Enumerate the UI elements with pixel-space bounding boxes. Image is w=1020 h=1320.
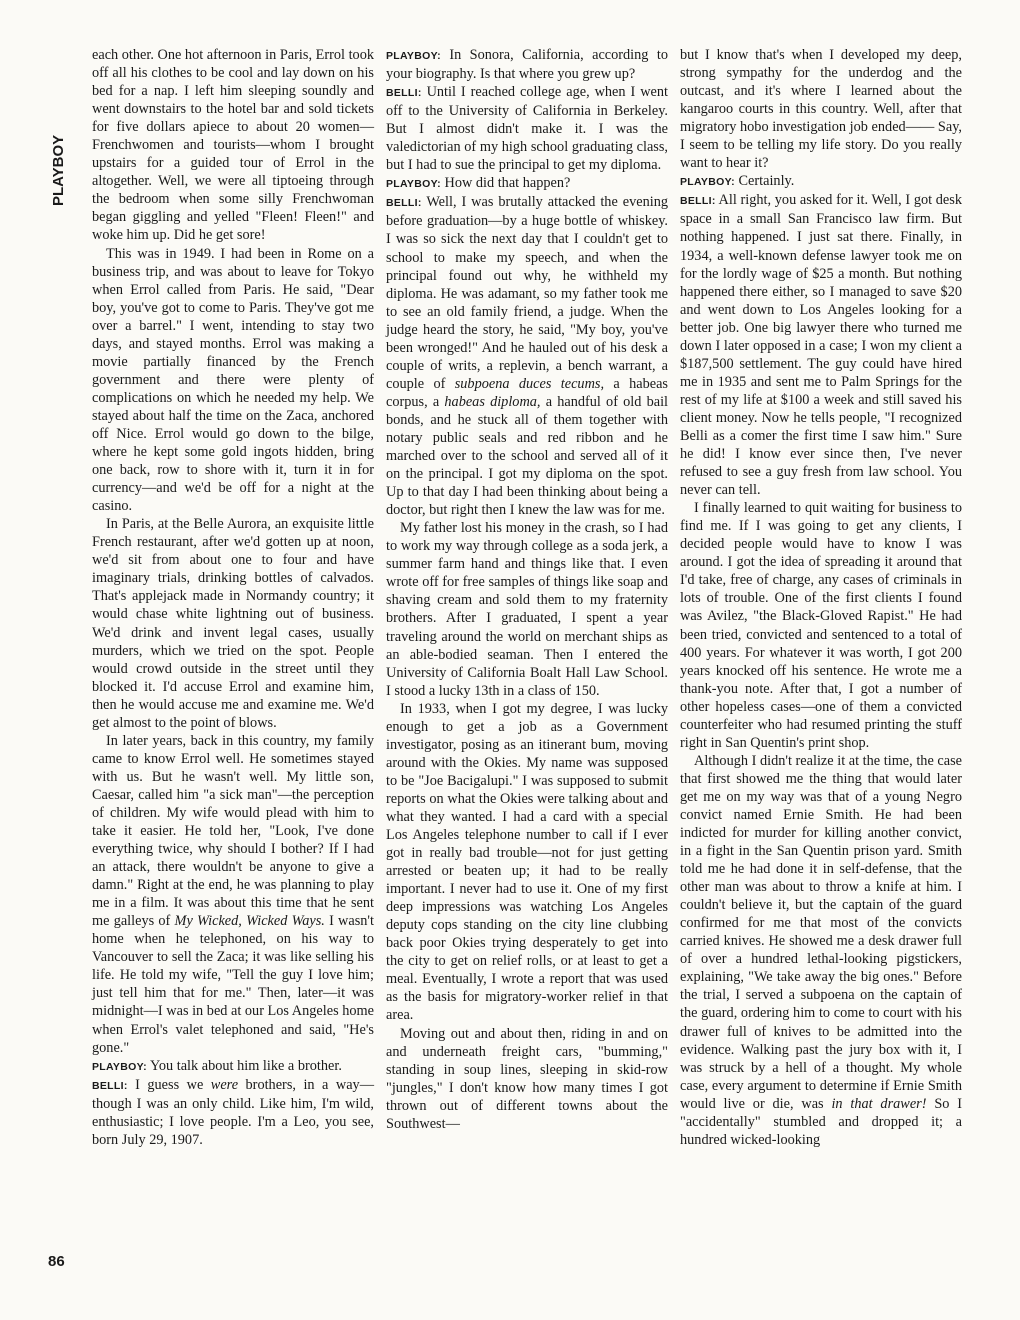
text-run: Well, I was brutally attacked the evening before graduation—by a huge bottle of whiskey. I was so sick the next day that I couldn't get to school to make my speech, and when the principal found out why, he withheld my diploma. He was adamant, so my father took me to see an old family friend, a judge. When the judge heard the story, he said, "My boy, you've been wronged!" And he hauled out of his desk a couple of writs, a replevin, a bench warrant, a couple of [386,194,668,392]
text-run: You talk about him like a brother. [146,1057,342,1074]
interview-exchange [92,1057,374,1076]
text-run: but I know that's when I developed my deep, strong sympathy for the underdog and the outcast, and it's where I learned about the kangaroo courts in this country. Well, after that migratory hobo investigation job ended—— Say, I seem to be telling my life story. Do you really want to hear it? [680,47,962,172]
magazine-name-vertical: PLAYBOY [50,134,67,206]
text-run: In later years, back in this country, my family came to know Errol well. He sometimes stayed with us. But he wasn't well. My little son, Caesar, called him "a sick man"—the perception of children. My wife would plead with him to take it easier. He told her, "Look, I've done everything twice, why should I bother? If I had an attack, there wouldn't be anyone to give a damn." Right at the end, he was planning to play me in a film. It was about this time that he sent me galleys of [92,732,374,930]
text-run: each other. One hot afternoon in Paris, Errol took off all his clothes to be cool and lay down on his bed for a nap. I left him sleeping soundly and went downstairs to the hotel bar and sold tickets for five dollars apiece to about 20 women—Frenchwomen and tourists—whom I brought upstairs for a guided tour of Errol in the altogether. Well, we were all tiptoeing through the bedroom when some silly Frenchwoman began giggling and yelled "Fleen! Fleen!" and woke him up. Did he get sore! [92,47,374,244]
text-run: Certainly. [734,173,795,190]
page-number: 86 [48,1253,65,1270]
text-run: My father lost his money in the crash, so I had to work my way through college as a soda jerk, a summer farm hand and things like that. I even wrote off for free samples of things like soap and shaving cream and sold them to my fraternity brothers. After I graduated, I spent a year traveling around the world on merchant ships as an able-bodied seaman. Then I entered the University of California Boalt Hall Law School. I stood a lucky 13th in a class of 150. [386,520,668,699]
text-run: in that drawer! [831,1095,927,1112]
interview-exchange [386,83,668,174]
text-run: subpoena duces tecums, [454,375,605,392]
text-run: Until I reached college age, when I went off to the University of California in Berkeley. But I almost didn't make it. I was the valedictorian of my high school graduating class, but I had to sue the principal to get my diploma. [386,84,668,174]
text-run: Although I didn't realize it at the time, the case that first showed me the thing that would later get me on my way was that of a young Negro convict named Ernie Smith. He had been indicted for murder for killing another convict, in a fight in the San Quentin prison yard. Smith told me he had done it in self-defense, that the other man was about to throw a knife at him. I couldn't believe it, but the captain of the guard confirmed for me that most of the convicts carried knives. He showed me a desk drawer full of over a hundred lethal-looking pigstickers, explaining, "We take away the big ones." Before the trial, I served a subpoena on the captain of the guard, ordering him to come to court with his drawer full of knives to be admitted into the evidence. Walking past the jury box with it, I was struck by a hell of a thought. My whole case, every argument to determine if Ernie Smith would live or die, was [680,752,962,1112]
text-run: brothers, in a way—though I was an only child. Like him, I'm wild, enthusiastic; I love people. I'm a Leo, you see, born July 29, 1907. [92,1076,374,1148]
text-run: habeas diploma, [444,393,541,410]
text-run: I finally learned to quit waiting for business to find me. If I was going to get any clients, I decided people would have to know I was around. I got the idea of spreading it around that I'd take, free of charge, any cases of criminals in lots of trouble. One of the first clients I found was Avilez, "the Black-Gloved Rapist." He had been tried, convicted and sentenced to a total of 400 years. For whatever it was worth, I got 200 years knocked off his sentence. He wrote me a thank-you note. After that, I got a number of other hopeless cases—one of them a convicted counterfeiter who had resumed printing the stuff right in San Quentin's print shop. [680,500,962,751]
body-paragraph [680,499,962,752]
text-run: a habeas corpus, a [386,375,668,410]
interview-exchange [386,46,668,83]
text-run: In Sonora, California, according to your biography. Is that where you grew up? [386,47,668,83]
body-paragraph [386,519,668,699]
speaker-label: BELLI: [386,197,422,210]
speaker-label: PLAYBOY: [386,50,441,62]
speaker-label: BELLI: [680,195,716,208]
body-paragraph [680,752,962,1149]
speaker-label: BELLI: [386,87,422,100]
text-column-3 [680,46,962,1149]
body-paragraph [92,46,374,245]
body-paragraph [386,700,668,1025]
interview-exchange [680,172,962,191]
text-run: Moving out and about then, riding in and on and underneath freight cars, "bumming," standing in soup lines, sleeping in skid-row "jungles," I don't know how many times I got thrown out of different towns about the Southwest— [386,1025,668,1132]
body-paragraph [92,732,374,1057]
speaker-label: PLAYBOY: [92,1060,147,1073]
text-run: In Paris, at the Belle Aurora, an exquisite little French restaurant, after we'd gotten up at noon, we'd sit from about one to four and have imaginary trials, drinking bottles of calvados. That's applejack made in Normandy country; it would chase white lightning out of business. We'd drink and invent legal cases, usually murders, which we tried on the spot. People would crowd outside in the street until they blocked it. I'd accuse Errol and examine him, then he would accuse me and examine me. We'd get almost to the point of blows. [92,516,374,731]
text-run: I guess we [127,1076,211,1093]
body-paragraph [680,46,962,172]
text-run: In 1933, when I got my degree, I was lucky enough to get a job as a Government investigator, posing as an itinerant bum, moving around with the Okies. My name was supposed to be "Joe Bacigalupi." I was supposed to submit reports on what the Okies were talking about and what they wanted. I had a card with a special Los Angeles telephone number to call if I ever got in really bad trouble—not for just getting arrested or beaten up; it had to be really important. I never had to use it. One of my first deep impressions was watching Los Angeles deputy cops standing on the city line clubbing back poor Okies trying desperately to get into the city to get on relief rolls, or at least to get a meal. Eventually, I wrote a report that was used as the basis for migratory-worker relief in that area. [386,700,668,1024]
text-run: This was in 1949. I had been in Rome on a business trip, and was about to leave for Tokyo when Errol called from Paris. He said, "Dear boy, you've got to come to Paris. They've got me over a barrel." I went, intending to stay two days, and stayed months. Errol was making a movie partially financed by the French government and there were plenty of complications on which he needed my help. We stayed about half the time on the Zaca, anchored off Nice. Errol would go down to the bilge, where he kept some gold ingots hidden, bring one back, row to shore with it, turn it in for currency—and we'd be off for a night at the casino. [92,245,374,515]
text-run: were [210,1076,239,1093]
text-run: How did that happen? [440,175,571,192]
interview-exchange [92,1076,374,1149]
text-run: So I "accidentally" stumbled and dropped it; a hundred wicked-looking [680,1095,962,1148]
interview-exchange [386,193,668,519]
text-run: My Wicked, Wicked Ways. [174,913,325,930]
speaker-label: PLAYBOY: [680,176,735,189]
text-run: All right, you asked for it. Well, I got desk space in a small San Francisco law firm. But nothing happened. I just sat there. Finally, in 1934, a well-known defense lawyer took me on for the lordly wage of $25 a month. But nothing happened there either, so I managed to save $20 and went down to Los Angeles looking for a better job. One big lawyer there who turned me down I later opposed in a case; I won my client a $187,500 settlement. The guy could have hired me in 1935 and sent me to Palm Springs for the rest of my life at $100 a week and still saved his client money. Now he tells people, "I recognized Belli as a comer the first time I saw him." Sure he did! I know ever since then, I've never refused to see a guy fresh from law school. You never can tell. [680,192,962,499]
body-paragraph [386,1025,668,1133]
body-paragraph [92,515,374,732]
text-column-1 [92,46,374,1149]
interview-exchange [386,174,668,193]
text-column-2 [386,46,668,1133]
text-run: a handful of old bail bonds, and he stuck all of them together with notary public seals and red ribbon and he marched over to the school and served all of it on the principal. I got my diploma on the spot. Up to that day I had been thinking about being a doctor, but right then I knew the law was for me. [386,393,669,519]
text-run: I wasn't home when he telephoned, on his way to Vancouver to sell the Zaca; it was like selling his life. He told my wife, "Tell the guy I love him; just tell him that for me." Then, later—it was midnight—I was in bed at our Los Angeles home when Errol's valet telephoned and said, "He's gone." [92,913,374,1056]
interview-exchange [680,191,962,499]
speaker-label: BELLI: [92,1079,128,1092]
body-paragraph [92,245,374,516]
speaker-label: PLAYBOY: [386,178,441,191]
